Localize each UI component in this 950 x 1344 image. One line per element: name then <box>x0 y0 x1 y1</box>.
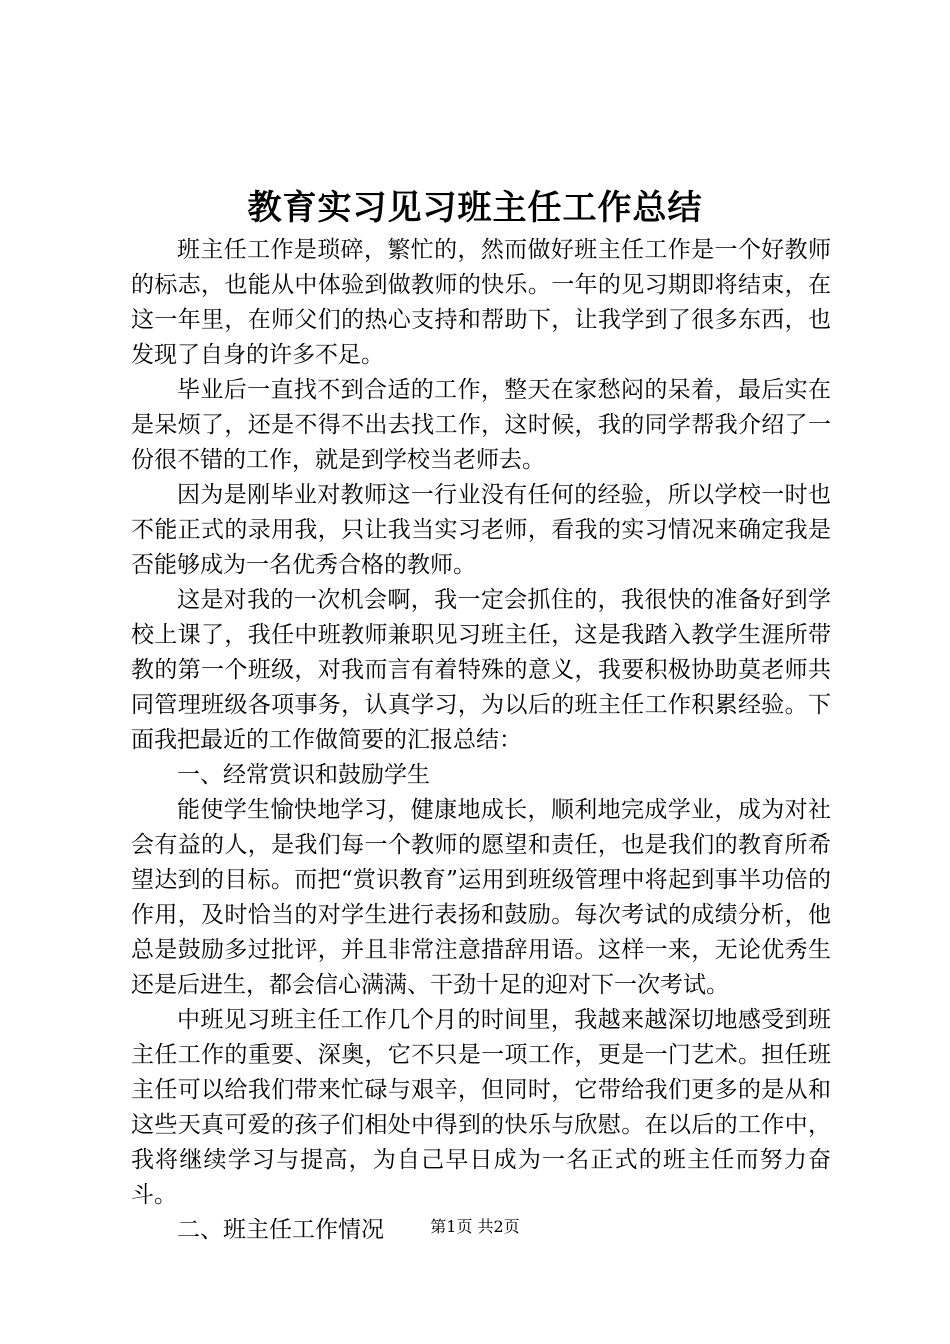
body-paragraph: 毕业后一直找不到合适的工作，整天在家愁闷的呆着，最后实在是呆烦了，还是不得不出去找工作，这时候，我的同学帮我介绍了一份很不错的工作，就是到学校当老师去。 <box>131 377 831 473</box>
body-paragraph: 中班见习班主任工作几个月的时间里，我越来越深切地感受到班主任工作的重要、深奥，它不只是一项工作，更是一门艺术。担任班主任可以给我们带来忙碌与艰辛，但同时，它带给我们更多的是从和这些天真可爱的孩子们相处中得到的快乐与欣慰。在以后的工作中，我将继续学习与提高，为自己早日成为一名正式的班主任而努力奋斗。 <box>131 1007 831 1208</box>
page-number-footer: 第1页 共2页 <box>430 1217 520 1236</box>
document-body <box>131 233 831 1248</box>
section-heading: 二、班主任工作情况 <box>177 1217 384 1243</box>
body-paragraph: 这是对我的一次机会啊，我一定会抓住的，我很快的准备好到学校上课了，我任中班教师兼职见习班主任，这是我踏入教学生涯所带教的第一个班级，对我而言有着特殊的意义，我要积极协助莫老师共同管理班级各项事务，认真学习，为以后的班主任工作积累经验。下面我把最近的工作做简要的汇报总结： <box>131 587 831 753</box>
body-paragraph: 能使学生愉快地学习，健康地成长，顺利地完成学业，成为对社会有益的人，是我们每一个教师的愿望和责任，也是我们的教育所希望达到的目标。而把“赏识教育”运用到班级管理中将起到事半功倍的作用，及时恰当的对学生进行表扬和鼓励。每次考试的成绩分析，他总是鼓励多过批评，并且非常注意措辞用语。这样一来，无论优秀生还是后进生，都会信心满满、干劲十足的迎对下一次考试。 <box>131 797 831 998</box>
body-paragraph: 因为是刚毕业对教师这一行业没有任何的经验，所以学校一时也不能正式的录用我，只让我当实习老师，看我的实习情况来确定我是否能够成为一名优秀合格的教师。 <box>131 482 831 578</box>
document-title: 教育实习见习班主任工作总结 <box>247 188 703 228</box>
body-paragraph: 班主任工作是琐碎，繁忙的，然而做好班主任工作是一个好教师的标志，也能从中体验到做教师的快乐。一年的见习期即将结束，在这一年里，在师父们的热心支持和帮助下，让我学到了很多东西，也发现了自身的许多不足。 <box>131 237 831 368</box>
section-heading: 一、经常赏识和鼓励学生 <box>177 762 430 788</box>
